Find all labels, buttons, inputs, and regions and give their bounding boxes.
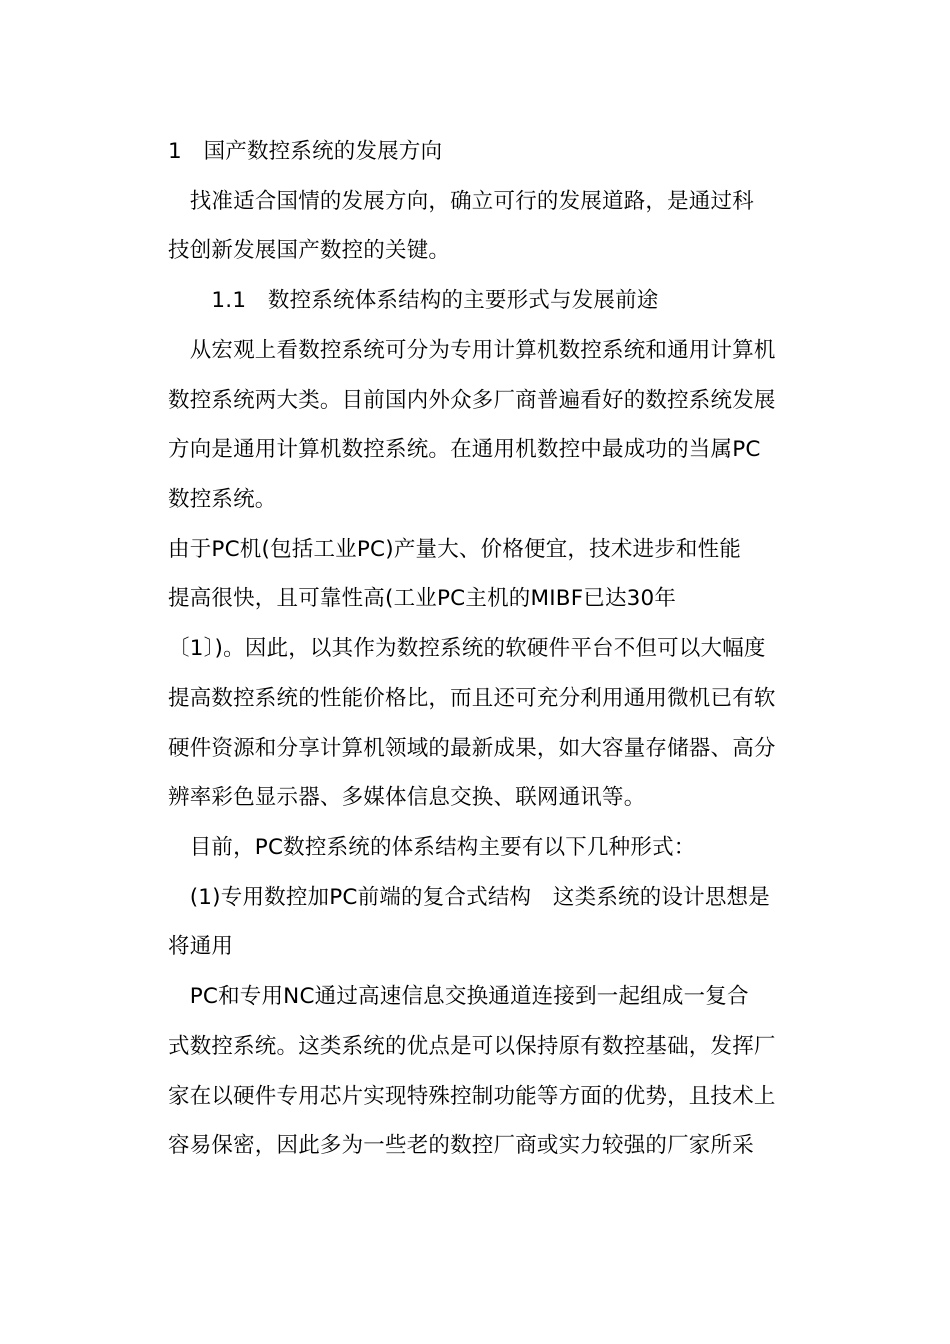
paragraph-line: 〔1〕)。因此，以其作为数控系统的软硬件平台不但可以大幅度 bbox=[168, 636, 766, 661]
paragraph-line: 目前，PC数控系统的体系结构主要有以下几种形式： bbox=[168, 835, 696, 860]
paragraph-line: 式数控系统。这类系统的优点是可以保持原有数控基础，发挥厂 bbox=[168, 1034, 776, 1059]
paragraph-line: 家在以硬件专用芯片实现特殊控制功能等方面的优势，且技术上 bbox=[168, 1084, 776, 1109]
paragraph-line: 辨率彩色显示器、多媒体信息交换、联网通讯等。 bbox=[168, 785, 646, 810]
paragraph-line: 提高数控系统的性能价格比，而且还可充分利用通用微机已有软 bbox=[168, 686, 776, 711]
paragraph-line: 数控系统两大类。目前国内外众多厂商普遍看好的数控系统发展 bbox=[168, 388, 776, 413]
subsection-heading: 1.1 数控系统体系结构的主要形式与发展前途 bbox=[168, 288, 659, 313]
paragraph-line: 数控系统。 bbox=[168, 487, 277, 512]
paragraph-line: 从宏观上看数控系统可分为专用计算机数控系统和通用计算机 bbox=[168, 338, 776, 363]
paragraph-line: 将通用 bbox=[168, 934, 234, 959]
paragraph-line: 找准适合国情的发展方向，确立可行的发展道路，是通过科 bbox=[168, 189, 754, 214]
section-heading: 1 国产数控系统的发展方向 bbox=[168, 139, 443, 164]
paragraph-line: 技创新发展国产数控的关键。 bbox=[168, 238, 451, 263]
paragraph-line: 容易保密，因此多为一些老的数控厂商或实力较强的厂家所采 bbox=[168, 1133, 754, 1158]
paragraph-line: (1)专用数控加PC前端的复合式结构 这类系统的设计思想是 bbox=[168, 885, 770, 910]
paragraph-line: PC和专用NC通过高速信息交换通道连接到一起组成一复合 bbox=[168, 984, 749, 1009]
paragraph-line: 方向是通用计算机数控系统。在通用机数控中最成功的当属PC bbox=[168, 437, 761, 462]
paragraph-line: 由于PC机(包括工业PC)产量大、价格便宜，技术进步和性能 bbox=[168, 537, 742, 562]
paragraph-line: 硬件资源和分享计算机领域的最新成果，如大容量存储器、高分 bbox=[168, 736, 776, 761]
paragraph-line: 提高很快，且可靠性高(工业PC主机的MIBF已达30年 bbox=[168, 586, 677, 611]
